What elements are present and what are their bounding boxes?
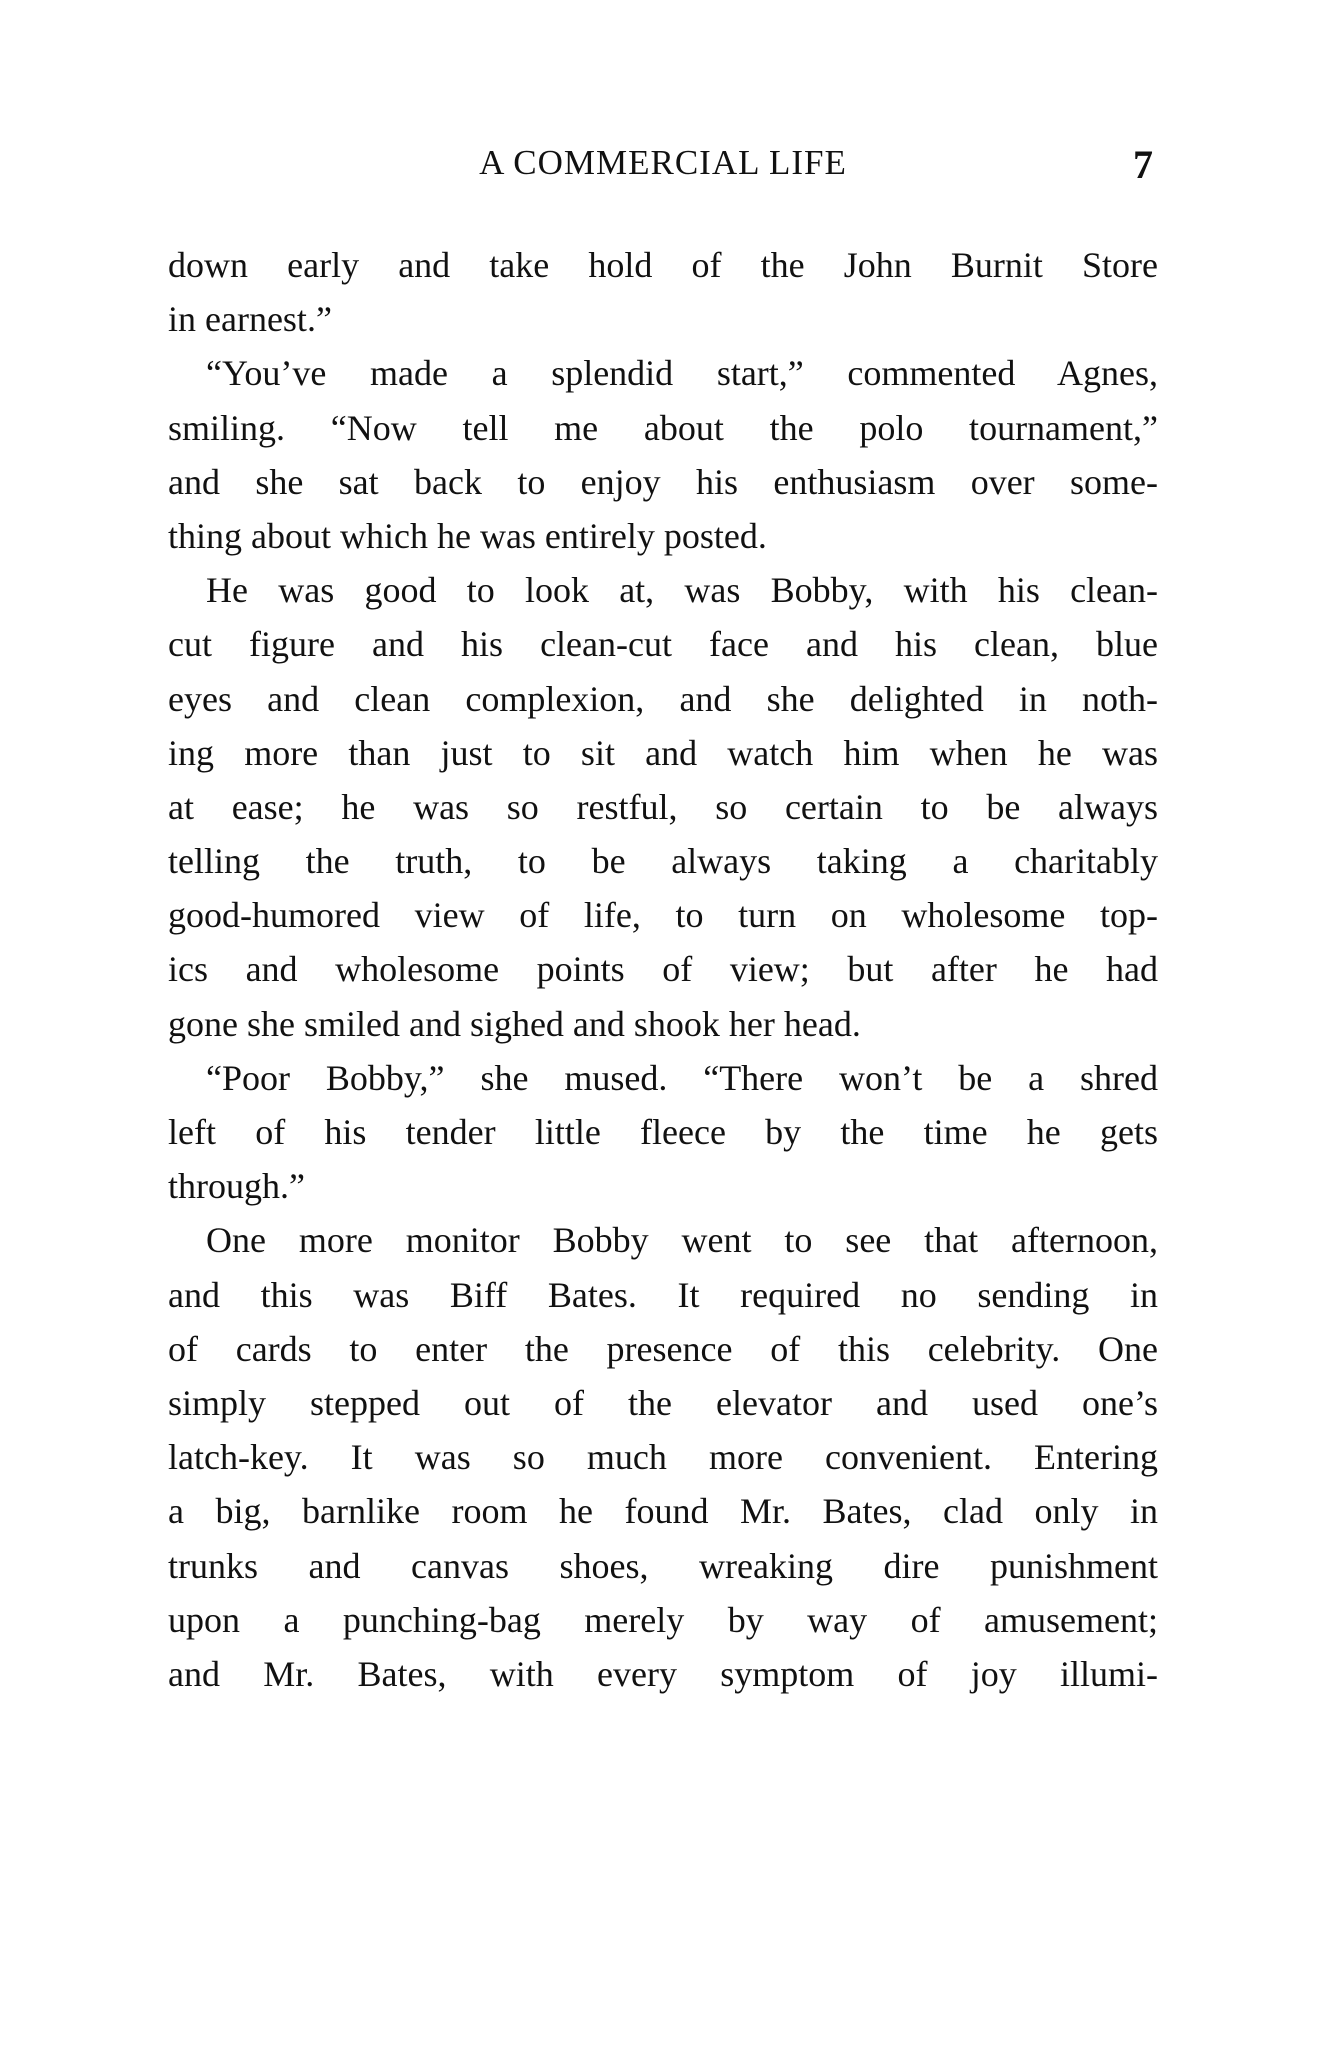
text-line: and she sat back to enjoy his enthusiasm over some-	[168, 461, 1158, 502]
text-line: ing more than just to sit and watch him when he was	[168, 732, 1158, 773]
page-header	[168, 143, 1158, 193]
text-line: cut figure and his clean-cut face and his clean, blue	[168, 624, 1158, 665]
text-line: and this was Biff Bates. It required no sending in	[168, 1274, 1158, 1315]
text-line: upon a punching-bag merely by way of amusement;	[168, 1599, 1158, 1640]
text-line: trunks and canvas shoes, wreaking dire punishment	[168, 1545, 1158, 1586]
body-text	[168, 238, 1158, 1701]
text-line: thing about which he was entirely posted.	[168, 515, 767, 556]
text-line: in earnest.”	[168, 299, 332, 340]
running-title: A COMMERCIAL LIFE	[479, 143, 847, 182]
text-line: good-humored view of life, to turn on wholesome top-	[168, 895, 1158, 936]
text-line: through.”	[168, 1166, 305, 1207]
text-line: of cards to enter the presence of this celebrity. One	[168, 1328, 1158, 1369]
text-line: gone she smiled and sighed and shook her head.	[168, 1003, 861, 1044]
text-line: One more monitor Bobby went to see that afternoon,	[206, 1220, 1158, 1261]
text-line: eyes and clean complexion, and she delighted in noth-	[168, 678, 1158, 719]
text-line: down early and take hold of the John Burnit Store	[168, 245, 1158, 285]
text-line: a big, barnlike room he found Mr. Bates, clad only in	[168, 1491, 1158, 1532]
text-line: He was good to look at, was Bobby, with his clean-	[206, 570, 1158, 611]
text-line: “Poor Bobby,” she mused. “There won’t be a shred	[206, 1057, 1158, 1098]
text-line: telling the truth, to be always taking a charitably	[168, 841, 1158, 882]
text-line: simply stepped out of the elevator and used one’s	[168, 1382, 1158, 1423]
text-line: smiling. “Now tell me about the polo tournament,”	[168, 407, 1158, 448]
text-line: and Mr. Bates, with every symptom of joy illumi-	[168, 1653, 1158, 1694]
text-line: “You’ve made a splendid start,” commented Agnes,	[206, 353, 1158, 394]
text-line: latch-key. It was so much more convenient. Entering	[168, 1437, 1158, 1478]
text-line: left of his tender little fleece by the time he gets	[168, 1112, 1158, 1152]
text-line: ics and wholesome points of view; but after he had	[168, 949, 1158, 990]
text-line: at ease; he was so restful, so certain to be always	[168, 786, 1158, 827]
page-number: 7	[1133, 142, 1154, 187]
